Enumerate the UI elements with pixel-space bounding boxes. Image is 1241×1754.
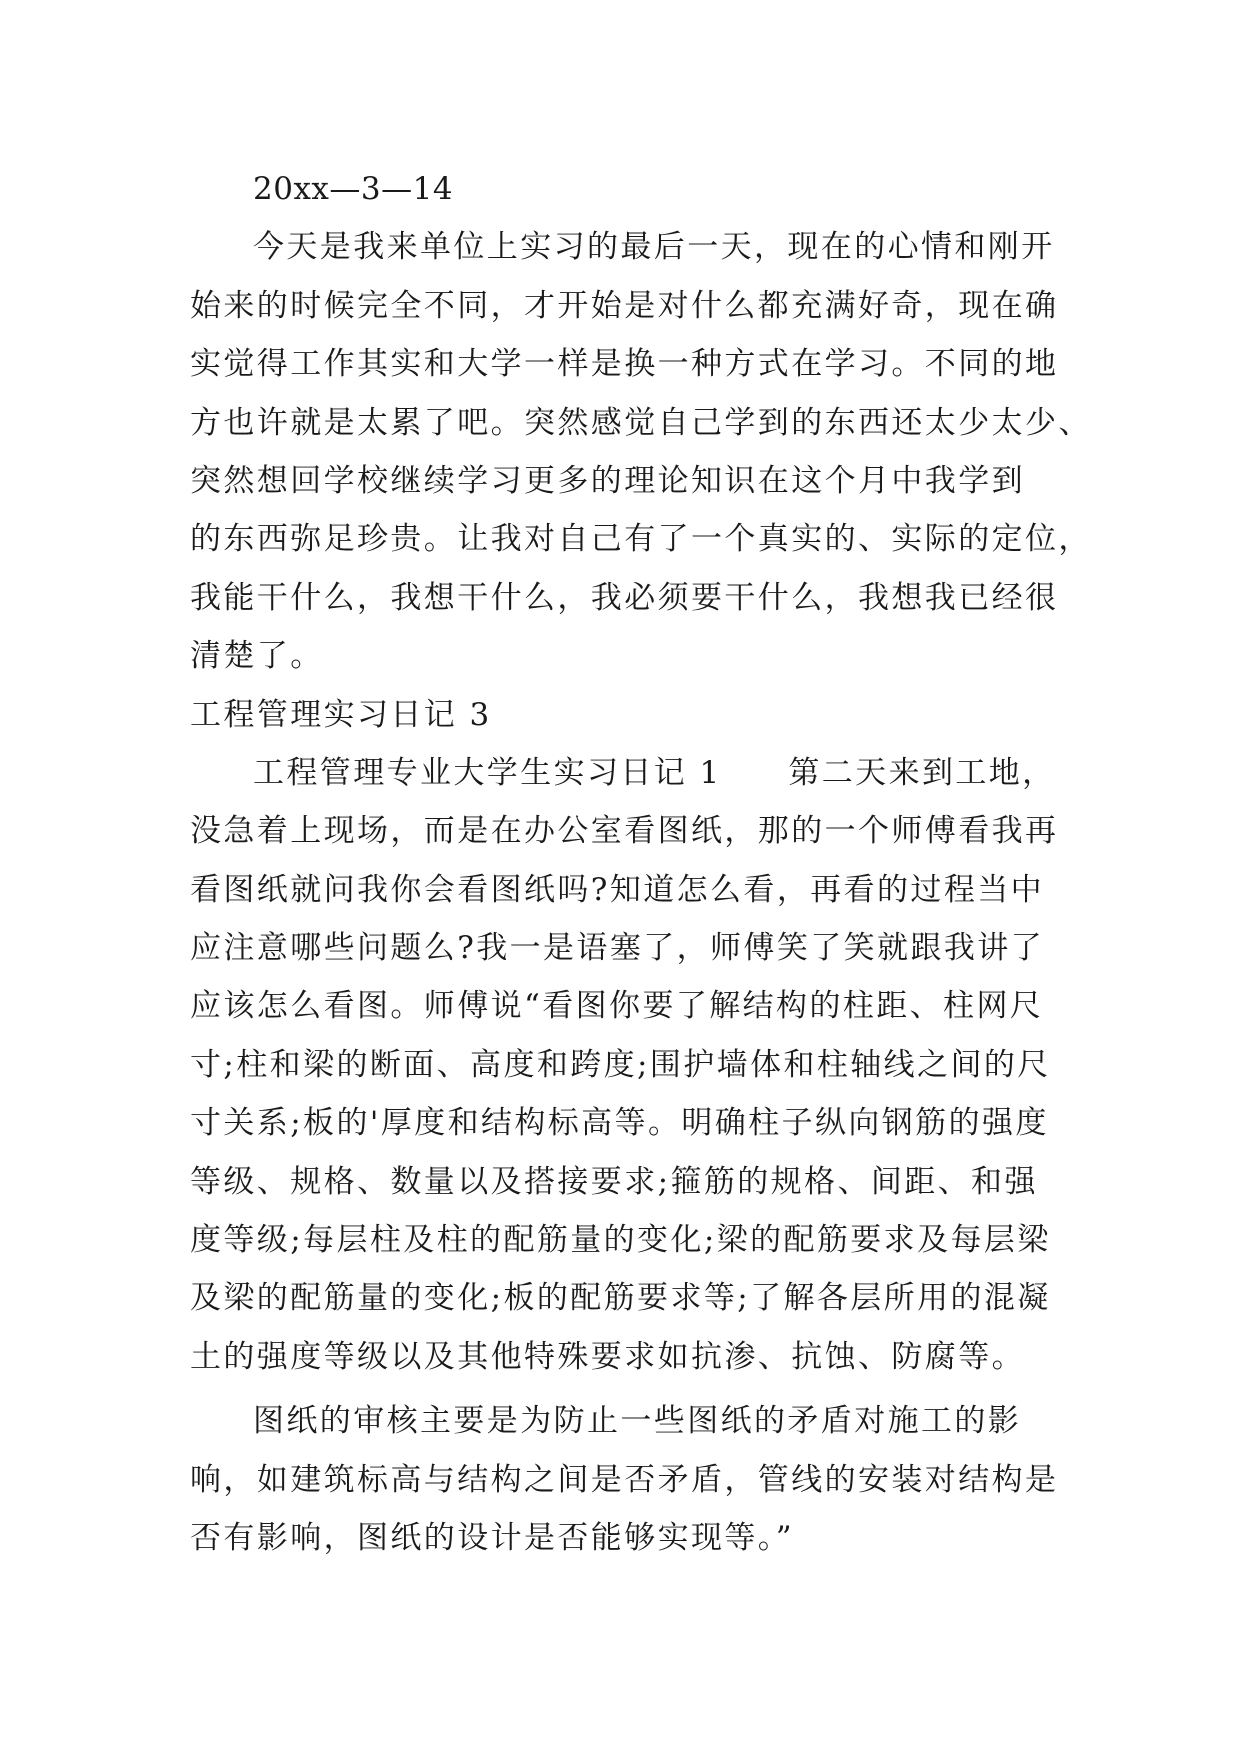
paragraph-line: 应该怎么看图。师傅说“看图你要了解结构的柱距、柱网尺 [190,988,1044,1025]
paragraph-line: 的东西弥足珍贵。让我对自己有了一个真实的、实际的定位， [190,521,1092,558]
paragraph-line: 度等级;每层柱及柱的配筋量的变化;梁的配筋要求及每层梁 [190,1222,1051,1259]
paragraph-line: 没急着上现场，而是在办公室看图纸，那的一个师傅看我再 [190,813,1059,850]
paragraph-line: 等级、规格、数量以及搭接要求;箍筋的规格、间距、和强 [190,1163,1038,1200]
paragraph-line: 土的强度等级以及其他特殊要求如抗渗、抗蚀、防腐等。 [190,1338,1025,1375]
paragraph-line: 方也许就是太累了吧。突然感觉自己学到的东西还太少太少、 [190,404,1092,441]
paragraph-line: 清楚了。 [190,638,324,675]
document-body [190,160,1092,1567]
paragraph-line: 今天是我来单位上实习的最后一天，现在的心情和刚开 [253,229,1055,266]
paragraph-line: 寸;柱和梁的断面、高度和跨度;围护墙体和柱轴线之间的尺 [190,1046,1051,1083]
paragraph-line: 看图纸就问我你会看图纸吗?知道怎么看，再看的过程当中 [190,871,1045,908]
paragraph-line: 应注意哪些问题么?我一是语塞了，师傅笑了笑就跟我讲了 [190,930,1045,967]
paragraph-line: 及梁的配筋量的变化;板的配筋要求等;了解各层所用的混凝 [190,1280,1051,1317]
paragraph-line: 实觉得工作其实和大学一样是换一种方式在学习。不同的地 [190,346,1059,383]
paragraph-line: 响，如建筑标高与结构之间是否矛盾，管线的安装对结构是 [190,1461,1059,1498]
paragraph-line: 否有影响，图纸的设计是否能够实现等。” [190,1519,794,1556]
paragraph-review [190,1392,1059,1567]
paragraph-drawings [190,744,1059,1386]
paragraph-line: 始来的时候完全不同，才开始是对什么都充满好奇，现在确 [190,287,1059,324]
entry-date: 20xx—3—14 [253,171,454,207]
section-heading: 工程管理实习日记 3 [190,696,492,733]
paragraph-last-day [190,218,1092,685]
paragraph-line: 我能干什么，我想干什么，我必须要干什么，我想我已经很 [190,579,1059,616]
paragraph-line: 工程管理专业大学生实习日记 1 第二天来到工地， [253,754,1056,791]
paragraph-line: 图纸的审核主要是为防止一些图纸的矛盾对施工的影 [253,1403,1022,1440]
paragraph-line: 突然想回学校继续学习更多的理论知识在这个月中我学到 [190,462,1025,499]
paragraph-line: 寸关系;板的'厚度和结构标高等。明确柱子纵向钢筋的强度 [190,1105,1049,1142]
